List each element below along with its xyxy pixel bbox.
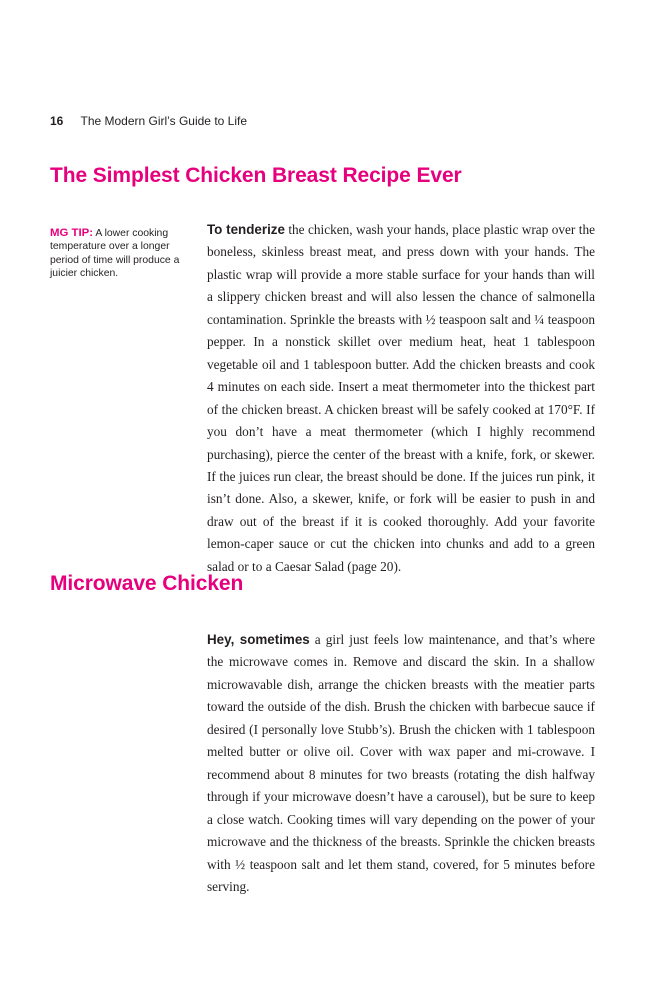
section1-body-text: the chicken, wash your hands, place plastic wrap over the boneless, skinless breast meat, and press down with your hands. The plastic wrap will provide a more stable surface for your hands than will a slippery chicken breast and will also lessen the chance of salmonella contamination. Sprinkle the breasts with ½ teaspoon salt and ¼ teaspoon pepper. In a nonstick skillet over medium heat, heat 1 tablespoon vegetable oil and 1 tablespoon butter. Add the chicken breasts and cook 4 minutes on each side. Insert a meat thermometer into the thickest part of the chicken breast. A chicken breast will be safely cooked at 170°F. If you don’t have a meat thermometer (which I highly recommend purchasing), pierce the center of the breast with a knife, fork, or skewer. If the juices run clear, the breast should be done. If the juices run pink, it isn’t done. Also, a skewer, knife, or fork will be easier to push in and draw out of the breast if it is cooked thoroughly. Add your favorite lemon-caper sauce or cut the chicken into chunks and add to a green salad or to a Caesar Salad (page 20). (207, 222, 595, 574)
tip-text: A lower cooking temperature over a longer period of time will produce a juicier chicken. (50, 228, 180, 280)
section-title-simplest-chicken: The Simplest Chicken Breast Recipe Ever (50, 164, 462, 187)
section2-body-paragraph (207, 629, 595, 898)
section1-lead-in: To tenderize (207, 222, 285, 237)
section2-body-text: a girl just feels low maintenance, and that’s where the microwave comes in. Remove and discard the skin. In a shallow microwavable dish, arrange the chicken breasts with the meatier parts toward the outside of the dish. Brush the chicken with barbecue sauce if desired (I personally love Stubb’s). Brush the chicken with 1 tablespoon melted butter or olive oil. Cover with wax paper and mi-crowave. I recommend about 8 minutes for two breasts (rotating the dish halfway through if your microwave doesn’t have a carousel), but be sure to keep a close watch. Cooking times will vary depending on the power of your microwave and the thickness of the breasts. Sprinkle the chicken breasts with ½ teaspoon salt and let them stand, covered, for 5 minutes before serving. (207, 632, 595, 894)
page-number: 16 (50, 114, 64, 128)
section1-body-paragraph (207, 219, 595, 578)
book-title: The Modern Girl’s Guide to Life (80, 114, 248, 128)
section2-lead-in: Hey, sometimes (207, 632, 310, 647)
section-title-microwave-chicken: Microwave Chicken (50, 572, 244, 595)
running-head (50, 114, 247, 128)
tip-label: MG TIP: (50, 227, 94, 239)
mg-tip-sidebar (50, 227, 192, 281)
